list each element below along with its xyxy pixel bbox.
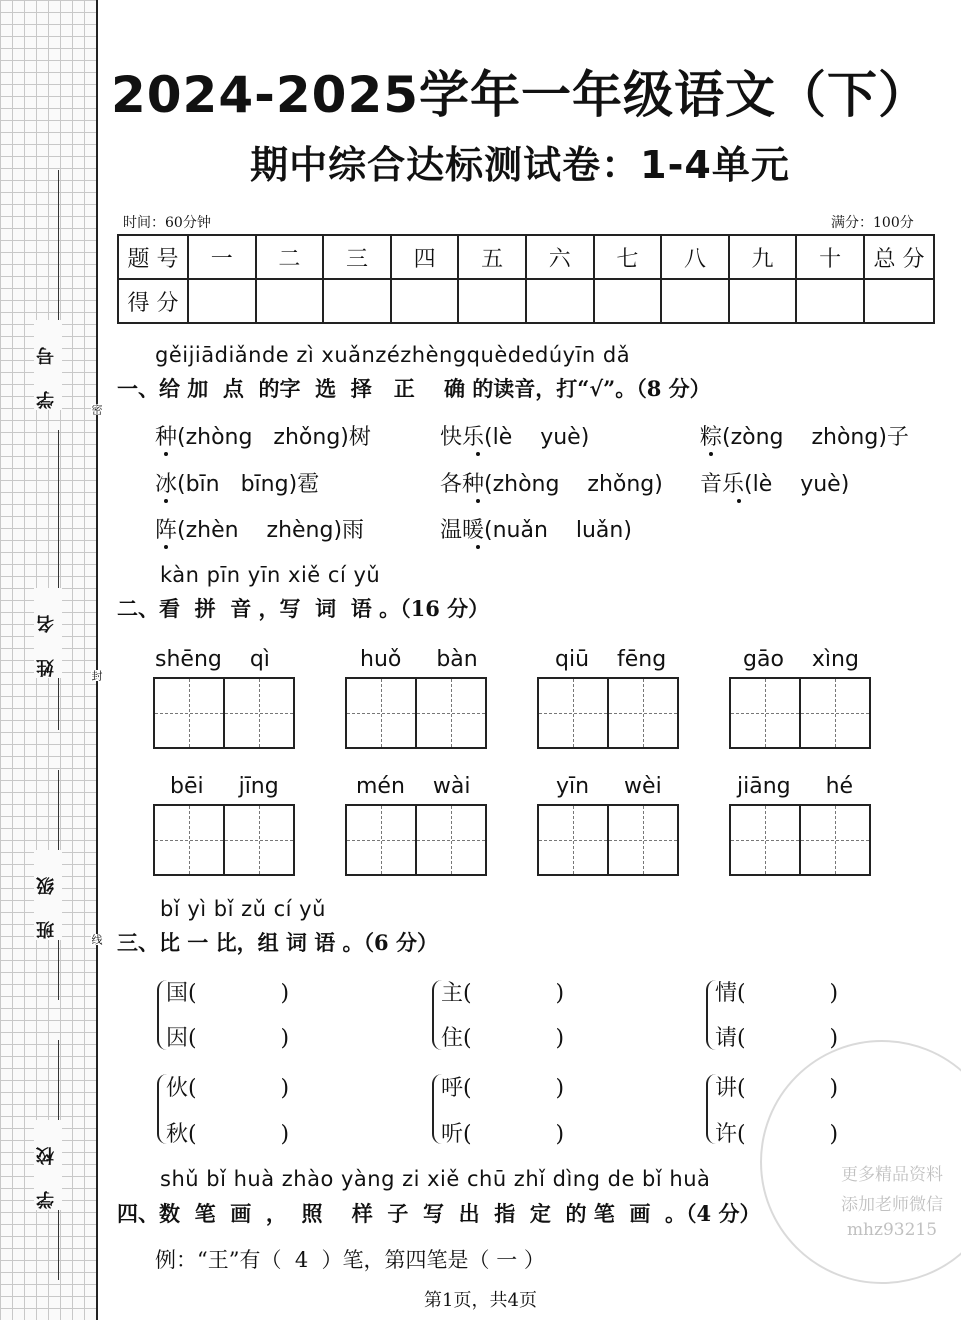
section1-heading: 一、给 加 点 的字 选 择 正 确 的读音，打“√”。（8 分）	[117, 376, 711, 401]
emphasis-dot	[737, 499, 741, 503]
section2-heading: 二、看 拼 音 ，写 词 语 。（16 分）	[117, 596, 490, 621]
compare-word[interactable]: 伙( )	[166, 1076, 290, 1101]
compare-word[interactable]: 讲( )	[715, 1076, 839, 1101]
word-pinyin: huǒ bàn	[360, 647, 478, 672]
score-header-cell: 九	[729, 235, 797, 279]
writing-grid[interactable]	[153, 677, 295, 749]
score-cell[interactable]	[323, 279, 391, 323]
compare-word[interactable]: 呼( )	[441, 1076, 565, 1101]
emphasis-dot	[164, 452, 168, 456]
score-header-cell: 一	[188, 235, 256, 279]
score-cell[interactable]	[256, 279, 324, 323]
score-table	[117, 234, 935, 324]
compare-word[interactable]: 许( )	[715, 1122, 839, 1147]
word-pinyin: shēng qì	[155, 647, 270, 672]
full-score: 满分：100分	[831, 215, 914, 231]
section3-pinyin: bǐ yì bǐ zǔ cí yǔ	[160, 897, 326, 921]
page-title: 2024-2025学年一年级语文（下）	[110, 66, 930, 124]
score-row-label: 得 分	[118, 279, 188, 323]
section1-pinyin: gěijiādiǎnde zì xuǎnzézhèngquèdedúyīn dǎ	[155, 343, 631, 367]
score-cell[interactable]	[458, 279, 526, 323]
question-item[interactable]: 快乐(lè yuè)	[440, 425, 590, 450]
emphasis-dot	[476, 545, 480, 549]
word-pinyin: jiāng hé	[737, 774, 854, 799]
seal-feng: 封	[90, 670, 103, 681]
word-pinyin: mén wài	[356, 774, 471, 799]
compare-word[interactable]: 国( )	[166, 981, 290, 1006]
section4-pinyin: shǔ bǐ huà zhào yàng zi xiě chū zhǐ dìng de bǐ huà	[160, 1167, 711, 1191]
seal-mi: 密	[90, 404, 103, 415]
student-number-label: 学号	[34, 320, 62, 410]
student-name-label: 姓名	[34, 588, 62, 678]
score-header-cell: 四	[391, 235, 459, 279]
score-header-cell: 十	[796, 235, 864, 279]
writing-grid[interactable]	[729, 804, 871, 876]
score-cell[interactable]	[391, 279, 459, 323]
writing-grid[interactable]	[345, 804, 487, 876]
word-pinyin: gāo xìng	[743, 647, 859, 672]
watermark-text: 更多精品资料	[841, 1165, 943, 1185]
compare-word[interactable]: 因( )	[166, 1026, 290, 1051]
compare-word[interactable]: 请( )	[715, 1026, 839, 1051]
emphasis-dot	[164, 499, 168, 503]
score-cell[interactable]	[864, 279, 934, 323]
page-subtitle: 期中综合达标测试卷：1-4单元	[250, 143, 790, 187]
score-cell[interactable]	[188, 279, 256, 323]
word-pinyin: yīn wèi	[556, 774, 662, 799]
section3-heading: 三、比 一 比，组 词 语 。（6 分）	[117, 930, 438, 955]
score-cell[interactable]	[594, 279, 662, 323]
score-header-cell: 八	[661, 235, 729, 279]
compare-word[interactable]: 听( )	[441, 1122, 565, 1147]
writing-grid[interactable]	[537, 804, 679, 876]
score-cell[interactable]	[526, 279, 594, 323]
compare-word[interactable]: 住( )	[441, 1026, 565, 1051]
page-footer: 第1页，共4页	[424, 1290, 537, 1311]
writing-grid[interactable]	[153, 804, 295, 876]
compare-word[interactable]: 主( )	[441, 981, 565, 1006]
score-header-cell: 五	[458, 235, 526, 279]
binding-border-line	[96, 0, 98, 1320]
emphasis-dot	[476, 452, 480, 456]
question-item[interactable]: 音乐(lè yuè)	[700, 472, 850, 497]
score-cell[interactable]	[729, 279, 797, 323]
class-label: 班级	[34, 850, 62, 940]
word-pinyin: bēi jīng	[170, 774, 279, 799]
seal-xian: 线	[90, 934, 103, 945]
emphasis-dot	[164, 545, 168, 549]
score-cell[interactable]	[796, 279, 864, 323]
emphasis-dot	[476, 499, 480, 503]
school-label: 学校	[34, 1120, 62, 1210]
question-item[interactable]: 温暖(nuǎn luǎn)	[440, 518, 632, 543]
writing-grid[interactable]	[345, 677, 487, 749]
question-item[interactable]: 粽(zòng zhòng)子	[700, 425, 909, 450]
score-header-cell: 二	[256, 235, 324, 279]
score-header-cell: 总 分	[864, 235, 934, 279]
question-item[interactable]: 冰(bīn bīng)雹	[155, 472, 320, 497]
compare-word[interactable]: 情( )	[715, 981, 839, 1006]
compare-word[interactable]: 秋( )	[166, 1122, 290, 1147]
time-limit: 时间：60分钟	[123, 215, 211, 231]
score-header-cell: 题 号	[118, 235, 188, 279]
score-table-header-row	[118, 235, 934, 279]
section4-heading: 四、数 笔 画 ， 照 样 子 写 出 指 定 的 笔 画 。（4 分）	[117, 1201, 761, 1226]
write-line	[58, 430, 59, 730]
writing-grid[interactable]	[537, 677, 679, 749]
emphasis-dot	[709, 452, 713, 456]
score-cell[interactable]	[661, 279, 729, 323]
question-item[interactable]: 各种(zhòng zhǒng)	[440, 472, 663, 497]
section2-pinyin: kàn pīn yīn xiě cí yǔ	[160, 563, 381, 587]
question-item[interactable]: 阵(zhèn zhèng)雨	[155, 518, 365, 543]
watermark-text: mhz93215	[846, 1220, 938, 1240]
word-pinyin: qiū fēng	[555, 647, 667, 672]
score-table-score-row	[118, 279, 934, 323]
watermark-text: 添加老师微信	[841, 1195, 943, 1215]
score-header-cell: 三	[323, 235, 391, 279]
score-header-cell: 七	[594, 235, 662, 279]
example-line: 例：“王”有（ 4 ）笔，第四笔是（ 一 ）	[155, 1248, 545, 1272]
writing-grid[interactable]	[729, 677, 871, 749]
question-item[interactable]: 种(zhòng zhǒng)树	[155, 425, 371, 450]
score-header-cell: 六	[526, 235, 594, 279]
